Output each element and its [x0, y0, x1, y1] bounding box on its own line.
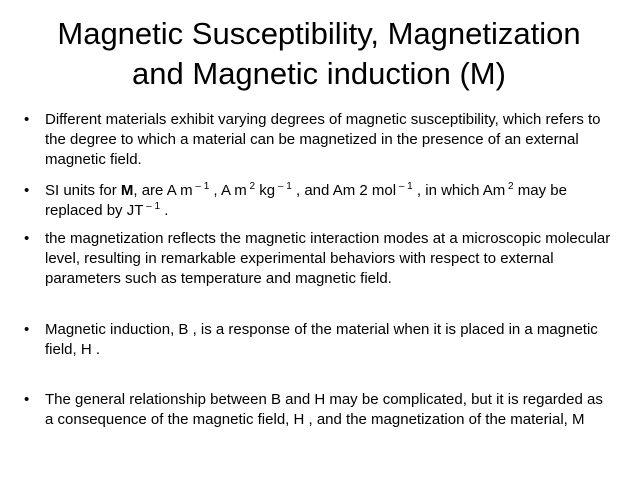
si-units-sup-4: – 1 — [396, 181, 413, 192]
si-units-part-2: , A m — [209, 182, 247, 199]
si-units-sup-3: – 1 — [275, 181, 292, 192]
bullet-text: The general relationship between B and H may be complicated, but it is regarded as a consequence of the magnetic field, H , and the magnetization of the material, M — [45, 391, 603, 428]
bullet-text: Different materials exhibit varying degrees of magnetic susceptibility, which refers to the degree to which a material can be magnetized in the presence of an external magnetic field. — [45, 111, 601, 168]
bullet-dot: • — [24, 391, 30, 408]
slide-title-line-1: Magnetic Susceptibility, Magnetization — [57, 16, 581, 51]
bullet-text — [45, 181, 615, 221]
bullet-dot: • — [24, 230, 30, 247]
si-units-part-7: . — [160, 202, 169, 219]
si-units-sup-1: – 1 — [192, 181, 210, 192]
si-units-sup-2: 2 — [246, 181, 256, 192]
bullet-dot: • — [24, 321, 30, 338]
si-units-symbol-m: M — [120, 182, 134, 199]
slide-title — [20, 14, 618, 94]
si-units-part-6: may be replaced by JT — [45, 182, 567, 219]
si-units-sup-5: 2 — [505, 181, 514, 192]
si-units-part-5: , in which Am — [412, 182, 506, 199]
si-units-part-1: , are A m — [133, 182, 193, 199]
bullet-dot: • — [24, 182, 30, 199]
si-units-sup-6: – 1 — [143, 201, 161, 212]
si-units-prefix: SI units for — [45, 182, 121, 199]
si-units-part-3: kg — [255, 182, 276, 199]
bullet-text: Magnetic induction, B , is a response of the material when it is placed in a magnetic field, H . — [45, 321, 598, 358]
slide-title-line-2: and Magnetic induction (M) — [132, 56, 506, 91]
si-units-part-4: , and Am 2 mol — [291, 182, 397, 199]
bullet-dot: • — [24, 111, 30, 128]
bullet-text: the magnetization reflects the magnetic interaction modes at a microscopic molecular level, resulting in remarkable experimental behaviors with respect to external parameters such as temperature and magnetic field. — [45, 230, 611, 287]
